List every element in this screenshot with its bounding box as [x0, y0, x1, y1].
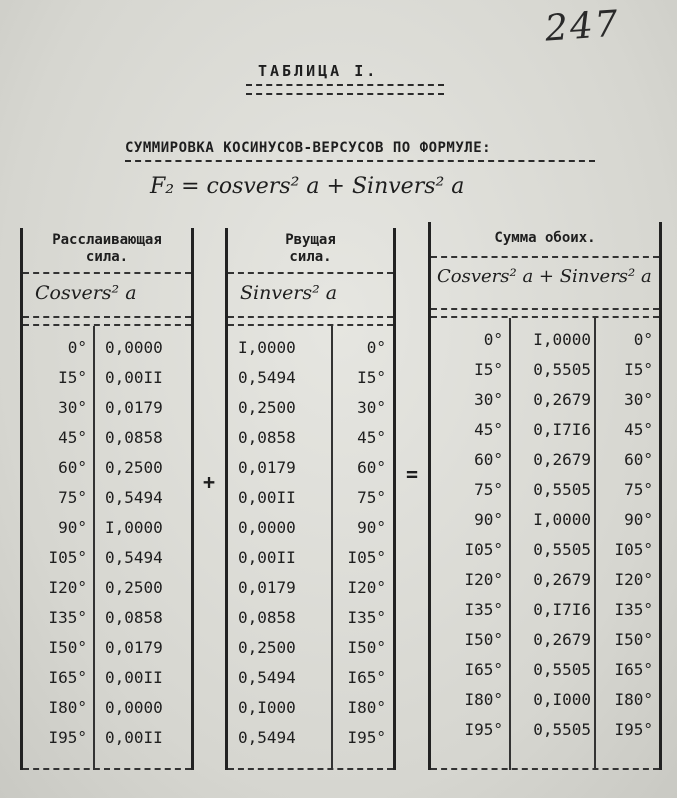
table-cell: 0,0858: [105, 428, 163, 447]
table-cell: I35°: [347, 608, 386, 627]
table-cell: 0,00II: [238, 488, 296, 507]
table-title: ТАБЛИЦА I.: [258, 62, 379, 80]
table-row: [23, 428, 191, 458]
table-cell: 0,2500: [105, 578, 163, 597]
table-row: [228, 698, 393, 728]
table-cell: I20°: [614, 570, 653, 589]
table-cell: 75°: [474, 480, 503, 499]
table-cell: 0,5494: [238, 368, 296, 387]
table-cell: 0,5505: [533, 360, 591, 379]
table-cell: 0,0858: [105, 608, 163, 627]
table-cell: 45°: [624, 420, 653, 439]
table-cell: 0,2500: [105, 458, 163, 477]
table-row: [23, 398, 191, 428]
table-row: [431, 570, 659, 600]
table-row: [228, 368, 393, 398]
table-row: [23, 548, 191, 578]
table-cell: 30°: [58, 398, 87, 417]
table-row: [228, 458, 393, 488]
table-cell: I95°: [464, 720, 503, 739]
table-cell: 0°: [67, 338, 87, 357]
table-cell: 45°: [357, 428, 386, 447]
table-cell: 0,2500: [238, 638, 296, 657]
table-row: [23, 608, 191, 638]
table-cell: 60°: [58, 458, 87, 477]
table-row: [431, 480, 659, 510]
table-cosvers-function: Cosvers² a: [35, 282, 137, 304]
table-cell: 0,0858: [238, 608, 296, 627]
table-cell: 45°: [474, 420, 503, 439]
table-cell: 0,0179: [105, 398, 163, 417]
table-cell: 75°: [58, 488, 87, 507]
table-cell: 60°: [624, 450, 653, 469]
table-row: [228, 608, 393, 638]
page-number: 247: [543, 3, 622, 50]
table-row: [23, 698, 191, 728]
table-row: [431, 660, 659, 690]
table-cell: 90°: [624, 510, 653, 529]
table-cell: 0,00II: [105, 368, 163, 387]
table-cell: I50°: [464, 630, 503, 649]
table-row: [23, 338, 191, 368]
table-row: [431, 540, 659, 570]
table-row: [431, 450, 659, 480]
table-cosvers: [20, 228, 194, 770]
table-sum-function: Cosvers² a + Sinvers² a: [437, 266, 652, 287]
table-row: [431, 420, 659, 450]
table-cell: 0,5505: [533, 660, 591, 679]
table-row: [23, 518, 191, 548]
table-cell: I95°: [614, 720, 653, 739]
table-cell: I5°: [474, 360, 503, 379]
table-row: [228, 518, 393, 548]
table-cell: 0,5494: [238, 728, 296, 747]
table-cell: 0,00II: [238, 548, 296, 567]
table-cell: 0,0858: [238, 428, 296, 447]
table-cell: 75°: [624, 480, 653, 499]
table-row: [228, 668, 393, 698]
table-cell: I,0000: [533, 510, 591, 529]
table-cell: 0,2500: [238, 398, 296, 417]
table-row: [228, 638, 393, 668]
table-row: [23, 638, 191, 668]
table-cell: 0,5505: [533, 720, 591, 739]
table-cell: I95°: [347, 728, 386, 747]
table-cell: 0,0179: [238, 578, 296, 597]
table-cell: 0,2679: [533, 630, 591, 649]
table-sinvers-double-rule: [228, 316, 393, 326]
table-cell: I20°: [48, 578, 87, 597]
table-cell: I05°: [464, 540, 503, 559]
table-row: [431, 360, 659, 390]
table-cosvers-double-rule: [23, 316, 191, 326]
table-cell: I80°: [347, 698, 386, 717]
table-cell: I20°: [464, 570, 503, 589]
table-cell: 0,0000: [105, 698, 163, 717]
table-sinvers-header-1: Рвущая: [285, 232, 336, 248]
table-row: [23, 458, 191, 488]
table-cell: 0,2679: [533, 390, 591, 409]
table-cell: I35°: [614, 600, 653, 619]
table-cell: 0,0179: [105, 638, 163, 657]
table-cell: 90°: [474, 510, 503, 529]
table-cell: 60°: [474, 450, 503, 469]
table-cell: I65°: [48, 668, 87, 687]
table-row: [228, 578, 393, 608]
table-row: [431, 720, 659, 750]
table-cell: 0,0000: [105, 338, 163, 357]
table-cosvers-header-rule: [23, 272, 191, 274]
table-row: [228, 428, 393, 458]
table-cell: I50°: [48, 638, 87, 657]
table-cell: I05°: [347, 548, 386, 567]
table-cell: 0,0179: [238, 458, 296, 477]
equals-operator: =: [406, 462, 419, 486]
table-cell: I,0000: [105, 518, 163, 537]
table-cell: 0,5494: [238, 668, 296, 687]
table-cell: I5°: [58, 368, 87, 387]
table-cosvers-bottom-rule: [23, 768, 191, 770]
table-row: [228, 488, 393, 518]
table-row: [431, 600, 659, 630]
table-cell: 0°: [483, 330, 503, 349]
table-cell: 0,I000: [238, 698, 296, 717]
table-sum-header: Сумма обоих.: [494, 230, 596, 246]
table-cell: 0,5494: [105, 548, 163, 567]
table-cell: 0,2679: [533, 450, 591, 469]
table-cell: I05°: [48, 548, 87, 567]
table-cell: I,0000: [238, 338, 296, 357]
table-cell: 45°: [58, 428, 87, 447]
table-cell: 30°: [357, 398, 386, 417]
table-row: [228, 338, 393, 368]
table-row: [431, 390, 659, 420]
table-sinvers-bottom-rule: [228, 768, 393, 770]
table-sum-bottom-rule: [431, 768, 659, 770]
subtitle-underline: [125, 160, 595, 162]
table-cell: I95°: [48, 728, 87, 747]
table-row: [431, 630, 659, 660]
table-cell: 0,5505: [533, 480, 591, 499]
table-cell: 0°: [633, 330, 653, 349]
table-cell: 30°: [624, 390, 653, 409]
table-sum-header-rule: [431, 256, 659, 258]
table-cell: I5°: [357, 368, 386, 387]
table-sinvers-header-2: сила.: [289, 249, 332, 265]
table-cell: 0,I7I6: [533, 420, 591, 439]
table-cell: I80°: [464, 690, 503, 709]
table-cell: I,0000: [533, 330, 591, 349]
table-row: [431, 330, 659, 360]
table-cell: 0,0000: [238, 518, 296, 537]
table-cell: 0,I7I6: [533, 600, 591, 619]
plus-operator: +: [203, 470, 216, 494]
table-sum-double-rule: [431, 308, 659, 318]
table-subtitle: СУММИРОВКА КОСИНУСОВ-ВЕРСУСОВ ПО ФОРМУЛЕ:: [125, 140, 492, 156]
table-cell: 60°: [357, 458, 386, 477]
table-cell: I35°: [464, 600, 503, 619]
table-cell: I35°: [48, 608, 87, 627]
table-cell: 30°: [474, 390, 503, 409]
table-row: [431, 510, 659, 540]
table-cell: 90°: [58, 518, 87, 537]
table-cell: I5°: [624, 360, 653, 379]
table-sinvers-function: Sinvers² a: [240, 282, 338, 304]
table-cell: I20°: [347, 578, 386, 597]
table-row: [228, 548, 393, 578]
title-underline: [246, 84, 444, 95]
table-cosvers-header-2: сила.: [85, 249, 129, 265]
table-cell: 90°: [357, 518, 386, 537]
table-cell: I65°: [464, 660, 503, 679]
table-cell: 75°: [357, 488, 386, 507]
table-row: [23, 668, 191, 698]
table-cell: 0,5494: [105, 488, 163, 507]
table-row: [228, 728, 393, 758]
table-row: [23, 488, 191, 518]
table-cell: 0,00II: [105, 668, 163, 687]
table-cell: I05°: [614, 540, 653, 559]
table-row: [431, 690, 659, 720]
table-cell: I80°: [614, 690, 653, 709]
table-cell: I50°: [614, 630, 653, 649]
table-row: [228, 398, 393, 428]
formula: F₂ = cosvers² a + Sinvers² a: [150, 174, 465, 199]
table-cell: I65°: [614, 660, 653, 679]
table-cell: 0,2679: [533, 570, 591, 589]
table-cell: 0,I000: [533, 690, 591, 709]
table-row: [23, 728, 191, 758]
table-cell: I80°: [48, 698, 87, 717]
table-cosvers-header-1: Расслаивающая: [52, 232, 162, 248]
table-cell: 0,5505: [533, 540, 591, 559]
table-sum: [428, 222, 662, 770]
table-sinvers-header-rule: [228, 272, 393, 274]
table-cell: I65°: [347, 668, 386, 687]
table-cell: 0°: [366, 338, 386, 357]
table-row: [23, 368, 191, 398]
table-sinvers: [225, 228, 396, 770]
table-row: [23, 578, 191, 608]
table-cell: I50°: [347, 638, 386, 657]
table-cell: 0,00II: [105, 728, 163, 747]
